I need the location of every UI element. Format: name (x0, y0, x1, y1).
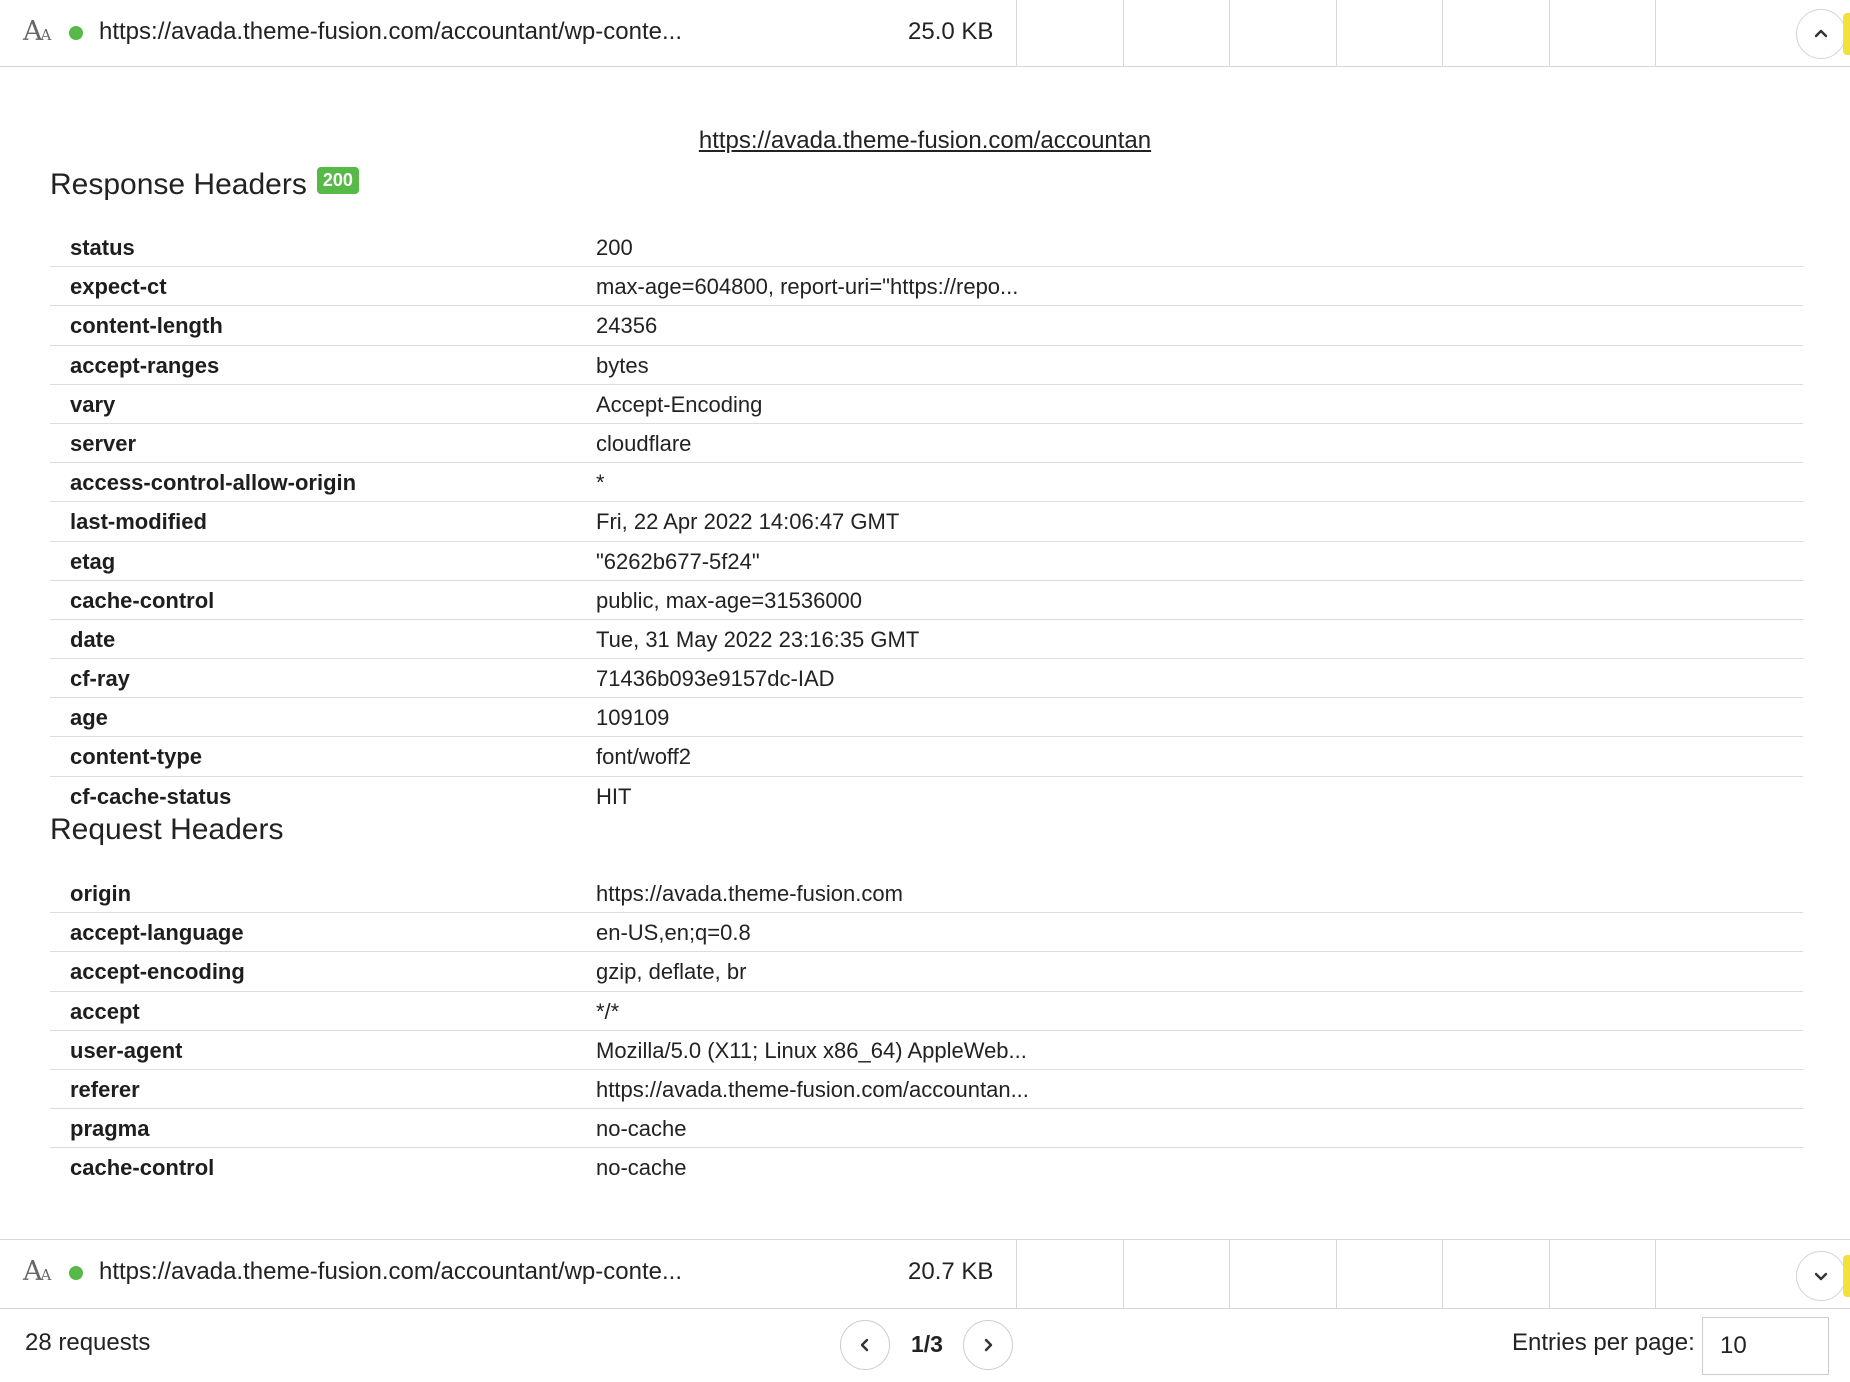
header-name: status (70, 235, 135, 260)
header-value: font/woff2 (596, 744, 691, 770)
header-row (50, 1109, 1803, 1148)
request-url: https://avada.theme-fusion.com/accountant/wp-conte... (99, 18, 682, 45)
header-row (50, 581, 1803, 620)
status-indicator (69, 26, 83, 40)
header-name: accept-encoding (70, 959, 245, 985)
chevron-down-icon (1812, 1267, 1830, 1285)
header-name: access-control-allow-origin (70, 470, 357, 496)
header-value: Fri, 22 Apr 2022 14:06:47 GMT (596, 509, 900, 535)
header-name: content-length (70, 313, 223, 339)
header-value: gzip, deflate, br (596, 959, 747, 985)
expand-button[interactable] (1796, 1251, 1846, 1301)
header-name: etag (70, 548, 116, 574)
row-marker (1843, 1255, 1850, 1297)
header-row (50, 424, 1803, 463)
request-size: 20.7 KB (908, 1258, 994, 1285)
header-value: https://avada.theme-fusion.com (596, 881, 903, 906)
request-link[interactable]: https://avada.theme-fusion.com/accountan (698, 127, 1152, 154)
header-row (50, 1148, 1803, 1187)
chevron-up-icon (1812, 25, 1830, 43)
header-row (50, 913, 1803, 952)
header-row (50, 346, 1803, 385)
header-name: cache-control (70, 587, 215, 613)
header-name: content-type (70, 744, 202, 770)
header-name: accept-language (70, 920, 244, 946)
header-row (50, 620, 1803, 659)
next-page-button[interactable] (963, 1320, 1013, 1370)
header-row (50, 659, 1803, 698)
header-row (50, 267, 1803, 306)
header-value: 71436b093e9157dc-IAD (596, 666, 835, 692)
header-value: * (596, 470, 605, 496)
header-row (50, 992, 1803, 1031)
header-value: bytes (596, 352, 649, 378)
footer (0, 1309, 1850, 1382)
row-marker (1843, 13, 1850, 55)
header-row (50, 306, 1803, 345)
entries-per-page-input[interactable] (1702, 1317, 1829, 1375)
header-row (50, 1031, 1803, 1070)
font-icon: AA (23, 16, 50, 47)
request-size: 25.0 KB (908, 18, 994, 45)
header-row (50, 542, 1803, 581)
header-row (50, 874, 1803, 913)
header-row (50, 952, 1803, 991)
header-row (50, 463, 1803, 502)
header-value: max-age=604800, report-uri="https://repo... (596, 274, 1019, 300)
header-name: user-agent (70, 1037, 183, 1063)
header-value: "6262b677-5f24" (596, 548, 760, 574)
header-row (50, 1070, 1803, 1109)
header-name: cf-ray (70, 666, 130, 692)
chevron-right-icon (979, 1336, 997, 1354)
header-row (50, 502, 1803, 541)
chevron-left-icon (856, 1336, 874, 1354)
header-name: date (70, 626, 116, 652)
header-name: cache-control (70, 1155, 215, 1181)
header-name: server (70, 430, 137, 456)
header-value: Accept-Encoding (596, 391, 763, 417)
status-indicator (69, 1266, 83, 1280)
header-value: 24356 (596, 313, 658, 339)
header-value: https://avada.theme-fusion.com/accountan... (596, 1076, 1029, 1102)
header-name: pragma (70, 1116, 150, 1142)
header-row (50, 385, 1803, 424)
header-value: no-cache (596, 1116, 687, 1142)
header-value: HIT (596, 783, 632, 809)
request-timeline (1016, 0, 1762, 66)
page-indicator: 1/3 (911, 1331, 943, 1357)
request-headers-table (50, 874, 1803, 1188)
header-value: Mozilla/5.0 (X11; Linux x86_64) AppleWeb... (596, 1037, 1027, 1063)
previous-page-button[interactable] (840, 1320, 890, 1370)
request-timeline (1016, 1240, 1762, 1308)
header-name: accept (70, 998, 140, 1024)
header-value: 109109 (596, 705, 670, 731)
request-row[interactable] (0, 0, 1850, 67)
header-value: Tue, 31 May 2022 23:16:35 GMT (596, 626, 920, 652)
header-name: expect-ct (70, 274, 167, 300)
response-headers-title (50, 167, 359, 202)
response-headers-table (50, 228, 1803, 816)
font-icon: AA (23, 1256, 50, 1287)
status-badge: 200 (317, 167, 359, 194)
header-name: last-modified (70, 509, 207, 535)
header-value: no-cache (596, 1155, 687, 1181)
collapse-button[interactable] (1796, 9, 1846, 59)
header-value: public, max-age=31536000 (596, 587, 863, 613)
request-count: 28 requests (25, 1329, 151, 1356)
header-name: accept-ranges (70, 352, 220, 378)
header-row (50, 228, 1803, 267)
entries-per-page-label: Entries per page: (1512, 1329, 1695, 1356)
header-name: origin (70, 881, 132, 906)
response-headers-heading: Response Headers (50, 168, 307, 201)
request-row[interactable] (0, 1239, 1850, 1309)
header-name: age (70, 705, 108, 731)
request-headers-title: Request Headers (50, 813, 284, 846)
request-details (0, 67, 1850, 1239)
header-row (50, 698, 1803, 737)
request-url: https://avada.theme-fusion.com/accountant/wp-conte... (99, 1258, 682, 1285)
header-row (50, 737, 1803, 776)
header-value: en-US,en;q=0.8 (596, 920, 751, 946)
header-name: referer (70, 1076, 140, 1102)
header-name: vary (70, 391, 116, 417)
header-value: 200 (596, 235, 633, 260)
header-row (50, 777, 1803, 816)
header-value: */* (596, 998, 620, 1024)
header-name: cf-cache-status (70, 783, 232, 809)
header-value: cloudflare (596, 430, 692, 456)
